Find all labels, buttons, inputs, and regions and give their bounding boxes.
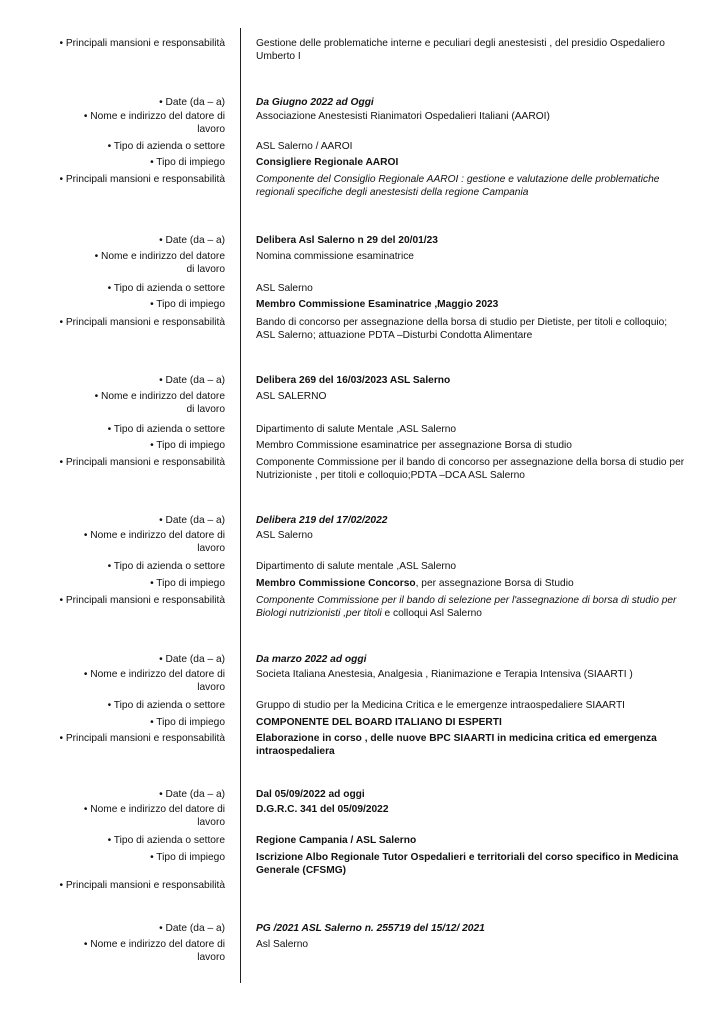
sector-value: ASL Salerno / AAROI [256, 141, 353, 152]
date-value [256, 375, 686, 388]
duties-label: • Principali mansioni e responsabilità [59, 595, 225, 606]
job-type-label: • Tipo di impiego [150, 299, 225, 310]
duties-value: Elaborazione in corso , delle nuove BPC SIAARTI in medicina critica ed emergenza intraospedaliera [256, 733, 657, 757]
employer-value: ASL SALERNO [256, 391, 327, 402]
duties-rest: e colloqui Asl Salerno [381, 607, 482, 619]
duties-label: • Principali mansioni e responsabilità [59, 880, 225, 891]
sector-label: • Tipo di azienda o settore [107, 835, 225, 846]
sector-label: • Tipo di azienda o settore [107, 283, 225, 294]
duties-label: • Principali mansioni e responsabilità [59, 38, 225, 49]
date-value: Da Giugno 2022 ad Oggi [256, 97, 374, 108]
sector-value: Dipartimento di salute mentale ,ASL Salerno [256, 561, 457, 572]
duties-value: Componente del Consiglio Regionale AAROI : gestione e valutazione delle problematiche regionali specifiche degli anestesisti della regione Campania [256, 174, 660, 198]
date-label: • Date (da – a) [159, 97, 225, 108]
employer-label: • Nome e indirizzo del datore di lavoro [83, 939, 225, 963]
job-type-value: COMPONENTE DEL BOARD ITALIANO DI ESPERTI [256, 717, 502, 728]
job-type-value: Membro Commissione esaminatrice per assegnazione Borsa di studio [256, 440, 572, 451]
duties-value: Componente Commissione per il bando di concorso per assegnazione della borsa di studio per Nutrizioniste , per titoli e colloquio;PDTA –DCA ASL Salerno [256, 457, 685, 481]
duties-label: • Principali mansioni e responsabilità [59, 457, 225, 468]
date-value: Dal 05/09/2022 ad oggi [256, 789, 365, 800]
job-type-label: • Tipo di impiego [150, 157, 225, 168]
date-label: • Date (da – a) [159, 923, 225, 934]
sector-label: • Tipo di azienda o settore [107, 424, 225, 435]
employer-label: • Nome e indirizzo del datore di lavoro [94, 251, 225, 275]
sector-value: Gruppo di studio per la Medicina Critica e le emergenze intraospedaliere SIAARTI [256, 700, 626, 711]
duties-value [256, 595, 686, 621]
sector-label: • Tipo di azienda o settore [107, 561, 225, 572]
employer-label: • Nome e indirizzo del datore di lavoro [94, 391, 225, 415]
employer-value: Societa Italiana Anestesia, Analgesia , Rianimazione e Terapia Intensiva (SIAARTI ) [256, 669, 633, 680]
date-label: • Date (da – a) [159, 235, 225, 246]
employer-value: Asl Salerno [256, 939, 309, 950]
job-type-label: • Tipo di impiego [150, 852, 225, 863]
date-value-text: Delibera 269 del 16/03/2023 ASL Salerno [256, 375, 451, 386]
job-type-value: Membro Commissione Esaminatrice ,Maggio 2023 [256, 299, 499, 310]
job-type-bold: Membro Commissione Concorso [256, 578, 416, 589]
employer-value: Associazione Anestesisti Rianimatori Ospedalieri Italiani (AAROI) [256, 111, 550, 122]
employer-label: • Nome e indirizzo del datore di lavoro [83, 111, 225, 135]
sector-value: Regione Campania / ASL Salerno [256, 835, 417, 846]
date-label: • Date (da – a) [159, 654, 225, 665]
sector-value: ASL Salerno [256, 283, 313, 294]
date-value: Da marzo 2022 ad oggi [256, 654, 367, 665]
date-value: Delibera Asl Salerno n 29 del 20/01/23 [256, 235, 438, 246]
employer-value: ASL Salerno [256, 530, 313, 541]
employer-value: Nomina commissione esaminatrice [256, 251, 414, 262]
job-type-rest: , per assegnazione Borsa di Studio [415, 578, 574, 589]
employer-label: • Nome e indirizzo del datore di lavoro [83, 530, 225, 554]
date-label: • Date (da – a) [159, 515, 225, 526]
job-type-value: Consigliere Regionale AAROI [256, 157, 399, 168]
employer-label: • Nome e indirizzo del datore di lavoro [83, 669, 225, 693]
sector-value: Dipartimento di salute Mentale ,ASL Salerno [256, 424, 457, 435]
job-type-value [256, 578, 686, 591]
sector-label: • Tipo di azienda o settore [107, 141, 225, 152]
date-label: • Date (da – a) [159, 789, 225, 800]
duties-label: • Principali mansioni e responsabilità [59, 317, 225, 328]
duties-value: Bando di concorso per assegnazione della borsa di studio per Dietiste, per titoli e colloquio; ASL Salerno; attuazione PDTA –Disturbi Condotta Alimentare [256, 317, 668, 341]
duties-italic: Componente Commissione per il bando di selezione per l'assegnazione di borsa di studio per Biologi nutrizionisti ,per titoli [256, 595, 677, 619]
date-label: • Date (da – a) [159, 375, 225, 386]
job-type-label: • Tipo di impiego [150, 578, 225, 589]
column-divider [240, 28, 241, 983]
employer-label: • Nome e indirizzo del datore di lavoro [83, 804, 225, 828]
employer-value: D.G.R.C. 341 del 05/09/2022 [256, 804, 389, 815]
job-type-label: • Tipo di impiego [150, 440, 225, 451]
job-type-value: Iscrizione Albo Regionale Tutor Ospedalieri e territoriali del corso specifico in Medicina Generale (CFSMG) [256, 852, 679, 876]
date-value: PG /2021 ASL Salerno n. 255719 del 15/12/ 2021 [256, 923, 485, 934]
date-value: Delibera 219 del 17/02/2022 [256, 515, 388, 526]
duties-label: • Principali mansioni e responsabilità [59, 733, 225, 744]
duties-label: • Principali mansioni e responsabilità [59, 174, 225, 185]
sector-label: • Tipo di azienda o settore [107, 700, 225, 711]
job-type-label: • Tipo di impiego [150, 717, 225, 728]
duties-value: Gestione delle problematiche interne e peculiari degli anestesisti , del presidio Ospedaliero Umberto I [256, 38, 665, 62]
